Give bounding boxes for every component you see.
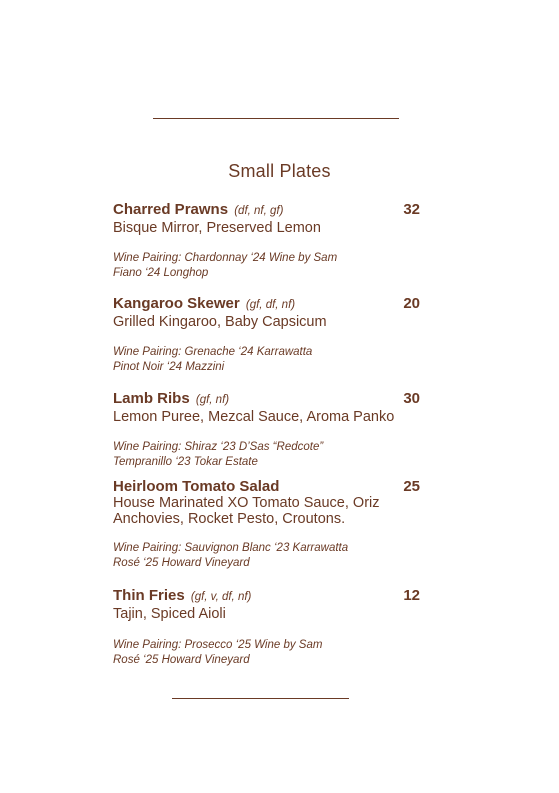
menu-item-header	[113, 478, 423, 495]
wine-pairing	[113, 251, 423, 281]
wine-pairing-line: Wine Pairing: Prosecco ‘25 Wine by Sam	[113, 639, 323, 651]
menu-item-price: 25	[403, 478, 420, 495]
menu-item	[113, 478, 423, 571]
menu-item-description: Tajin, Spiced Aioli	[113, 606, 226, 622]
menu-item	[113, 201, 423, 281]
menu-item	[113, 587, 423, 668]
menu-item-dietary-tags: (df, nf, gf)	[234, 205, 284, 217]
menu-item-price: 20	[403, 295, 420, 312]
menu-item-price: 12	[403, 587, 420, 604]
wine-pairing	[113, 638, 423, 668]
menu-item-name: Heirloom Tomato Salad	[113, 478, 280, 495]
menu-item	[113, 390, 423, 470]
wine-pairing-line: Wine Pairing: Grenache ‘24 Karrawatta	[113, 346, 313, 358]
wine-pairing	[113, 345, 423, 375]
menu-item-dietary-tags: (gf, df, nf)	[245, 299, 296, 311]
menu-item-name: Kangaroo Skewer	[113, 295, 240, 312]
menu-item-name: Charred Prawns	[113, 201, 229, 218]
wine-pairing-line: Wine Pairing: Shiraz ‘23 D’Sas “Redcote”	[113, 441, 324, 453]
wine-pairing-line: Wine Pairing: Chardonnay ‘24 Wine by Sam	[113, 252, 338, 264]
menu-item-header	[113, 390, 423, 409]
menu-item-header	[113, 201, 423, 220]
menu-item-price: 30	[403, 390, 420, 407]
top-divider	[153, 118, 399, 119]
menu-item-description: Lemon Puree, Mezcal Sauce, Aroma Panko	[113, 409, 395, 425]
menu-item-description	[113, 495, 423, 527]
wine-pairing-line: Wine Pairing: Sauvignon Blanc ‘23 Karrawatta	[113, 542, 349, 554]
wine-pairing-line: Pinot Noir ‘24 Mazzini	[113, 361, 225, 373]
menu-item-header	[113, 295, 423, 314]
wine-pairing-line: Rosé ‘25 Howard Vineyard	[113, 654, 250, 666]
menu-item-description: Bisque Mirror, Preserved Lemon	[113, 220, 321, 236]
menu-item-description-line: House Marinated XO Tomato Sauce, Oriz	[113, 495, 380, 511]
menu-item-dietary-tags: (gf, nf)	[195, 394, 230, 406]
wine-pairing-line: Fiano ‘24 Longhop	[113, 267, 209, 279]
menu-item-name: Lamb Ribs	[113, 390, 190, 407]
menu-item-name: Thin Fries	[113, 587, 185, 604]
wine-pairing	[113, 440, 423, 470]
menu-item-header	[113, 587, 423, 606]
wine-pairing	[113, 541, 423, 571]
menu-item-description: Grilled Kingaroo, Baby Capsicum	[113, 314, 327, 330]
menu-item-price: 32	[403, 201, 420, 218]
bottom-divider	[172, 698, 349, 699]
menu-item-description-line: Anchovies, Rocket Pesto, Croutons.	[113, 511, 346, 527]
wine-pairing-line: Rosé ‘25 Howard Vineyard	[113, 557, 250, 569]
menu-item	[113, 295, 423, 375]
menu-item-dietary-tags: (gf, v, df, nf)	[190, 591, 252, 603]
wine-pairing-line: Tempranillo ‘23 Tokar Estate	[113, 456, 258, 468]
section-title: Small Plates	[228, 161, 331, 181]
